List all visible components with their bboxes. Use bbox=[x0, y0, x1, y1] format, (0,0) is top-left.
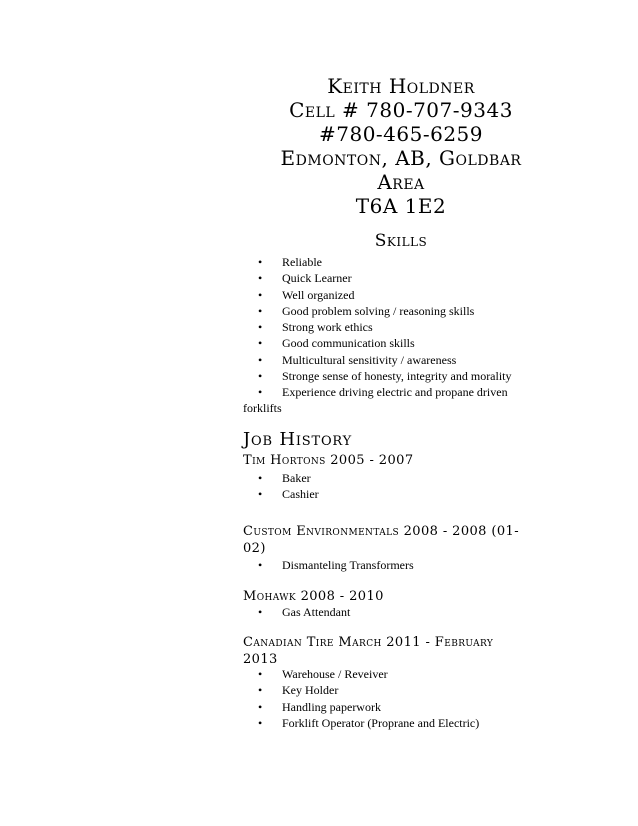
duty-item: • Baker bbox=[258, 471, 311, 485]
bullet-icon: • bbox=[258, 336, 263, 351]
bullet-icon: • bbox=[258, 369, 263, 384]
duty-item: • Cashier bbox=[258, 487, 319, 502]
skill-item: • Good communication skills bbox=[258, 336, 415, 351]
skills-heading: Skills bbox=[374, 231, 428, 251]
secondary-phone: #780-465-6259 bbox=[318, 122, 484, 146]
job-duties-canadian-tire bbox=[258, 666, 558, 731]
bullet-icon: • bbox=[258, 385, 263, 399]
city-address: Edmonton, AB, Goldbar bbox=[280, 146, 522, 170]
postal-code: T6A 1E2 bbox=[355, 194, 447, 218]
skill-item: • Multicultural sensitivity / awareness bbox=[258, 352, 457, 367]
job-title-mohawk: Mohawk 2008 - 2010 bbox=[243, 589, 384, 604]
duty-item: • Forklift Operator (Proprane and Electric) bbox=[258, 715, 480, 730]
job-title-canadian-tire: Canadian Tire March 2011 - February 2013 bbox=[243, 635, 494, 667]
bullet-icon: • bbox=[258, 605, 263, 619]
skill-item: • Well organized bbox=[258, 287, 355, 302]
skill-item: • Strong work ethics bbox=[258, 320, 373, 335]
duty-item: • Gas Attendant bbox=[258, 605, 351, 619]
job-history-heading: Job History bbox=[243, 429, 352, 450]
duty-item: • Warehouse / Reveiver bbox=[258, 667, 388, 681]
contact-header bbox=[245, 74, 557, 218]
bullet-icon: • bbox=[258, 271, 263, 286]
skill-item: • Good problem solving / reasoning skills bbox=[258, 303, 475, 318]
skill-item: • Reliable bbox=[258, 255, 322, 269]
bullet-icon: • bbox=[258, 487, 263, 502]
applicant-name: Keith Holdner bbox=[327, 74, 475, 98]
job-duties-mohawk bbox=[258, 604, 558, 620]
bullet-icon: • bbox=[258, 715, 263, 730]
duty-item: • Dismanteling Transformers bbox=[258, 558, 414, 572]
duty-item: • Handling paperwork bbox=[258, 699, 381, 714]
duty-item: • Key Holder bbox=[258, 683, 339, 698]
bullet-icon: • bbox=[258, 255, 263, 269]
bullet-icon: • bbox=[258, 471, 263, 485]
skill-item-forklifts: • Experience driving electric and propane driven forklifts bbox=[243, 385, 508, 415]
skill-item: • Quick Learner bbox=[258, 271, 352, 286]
bullet-icon: • bbox=[258, 558, 263, 572]
bullet-icon: • bbox=[258, 352, 263, 367]
bullet-icon: • bbox=[258, 667, 263, 681]
job-duties-custom-environmentals bbox=[258, 557, 558, 573]
job-title-tim-hortons: Tim Hortons 2005 - 2007 bbox=[243, 453, 414, 468]
bullet-icon: • bbox=[258, 683, 263, 698]
bullet-icon: • bbox=[258, 303, 263, 318]
skill-item: • Stronge sense of honesty, integrity and morality bbox=[258, 369, 512, 384]
job-duties-tim-hortons bbox=[258, 470, 558, 503]
bullet-icon: • bbox=[258, 287, 263, 302]
skills-list bbox=[258, 254, 558, 384]
area-address: Area bbox=[377, 170, 425, 194]
bullet-icon: • bbox=[258, 320, 263, 335]
job-title-custom-environmentals: Custom Environmentals 2008 - 2008 (01- 02) bbox=[243, 524, 519, 556]
cell-phone: Cell # 780-707-9343 bbox=[289, 98, 513, 122]
bullet-icon: • bbox=[258, 699, 263, 714]
